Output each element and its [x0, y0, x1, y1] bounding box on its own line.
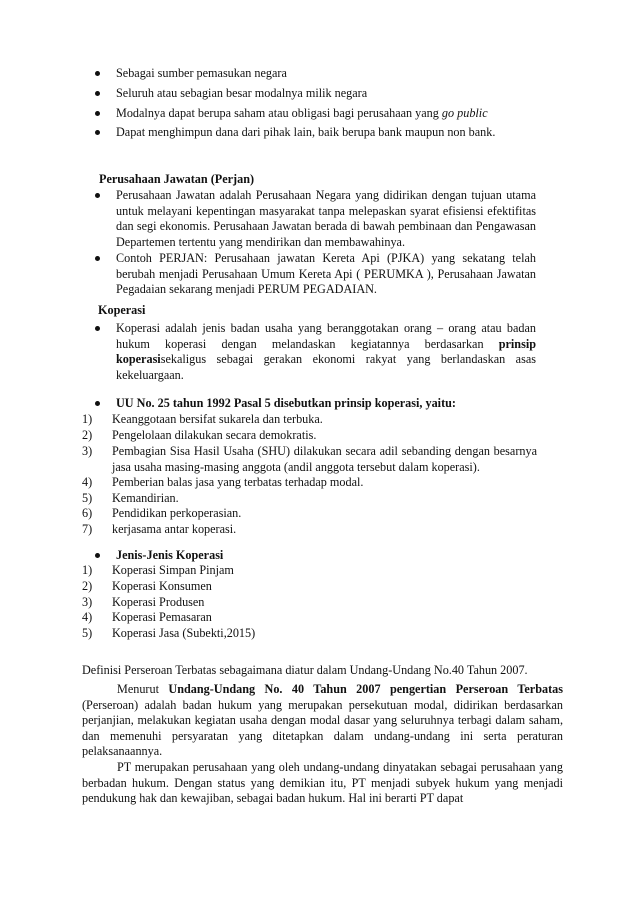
numbered-item	[82, 506, 537, 522]
bullet-text: Koperasi adalah jenis badan usaha yang beranggotakan orang – orang atau badan hukum koperasi dengan melandaskan kegiatannya berdasarkan prinsip koperasisekaligus sebagai gerakan ekonomi rakyat yang berlandaskan asas kekeluargaan.	[116, 321, 536, 382]
list-item	[95, 321, 536, 383]
list-item	[95, 548, 535, 564]
bullet-text: Seluruh atau sebagian besar modalnya milik negara	[116, 86, 368, 100]
bullet-text: Modalnya dapat berupa saham atau obligasi bagi perusahaan yang go public	[116, 106, 488, 120]
bullet-icon	[95, 91, 100, 96]
bold-term: Undang-Undang No. 40 Tahun 2007 pengertian Perseroan Terbatas	[168, 682, 563, 696]
bullet-icon	[95, 256, 100, 261]
item-text: Keanggotaan bersifat sukarela dan terbuka.	[112, 412, 323, 426]
bullet-icon	[95, 326, 100, 331]
section-heading-koperasi: Koperasi	[98, 303, 146, 317]
item-number: 3)	[82, 444, 93, 458]
bullet-icon	[95, 71, 100, 76]
bullet-text: Perusahaan Jawatan adalah Perusahaan Negara yang didirikan dengan tujuan utama untuk melayani kepentingan masyarakat tanpa melepaskan syarat efisiensi efektifitas dan segi ekonomis. Perusahaan Jawatan berada di bawah pembinaan dan Pengawasan Departemen tertentu yang mendirikan dan membawahinya.	[116, 188, 536, 249]
list-item	[95, 125, 535, 141]
bullet-icon	[95, 130, 100, 135]
item-text: Pembagian Sisa Hasil Usaha (SHU) dilakukan secara adil sebanding dengan besarnya jasa usaha masing-masing anggota (andil anggota tersebut dalam koperasi).	[112, 444, 537, 474]
numbered-item	[82, 563, 537, 579]
list-item	[95, 66, 535, 82]
item-text: Koperasi Jasa (Subekti,2015)	[112, 626, 256, 640]
item-number: 4)	[82, 475, 93, 489]
item-number: 2)	[82, 428, 93, 442]
bullet-icon	[95, 401, 100, 406]
numbered-item	[82, 595, 537, 611]
numbered-item	[82, 522, 537, 538]
item-number: 1)	[82, 563, 93, 577]
item-text: Kemandirian.	[112, 491, 179, 505]
numbered-item	[82, 444, 537, 475]
item-text: Koperasi Konsumen	[112, 579, 212, 593]
paragraph-pt-status: PT merupakan perusahaan yang oleh undang-undang dinyatakan sebagai perusahaan yang berbadan hukum. Dengan status yang demikian itu, PT menjadi subyek hukum yang menjadi pendukung hak dan kewajiban, sebagai badan hukum. Hal ini berarti PT dapat	[82, 760, 563, 806]
item-number: 5)	[82, 491, 93, 505]
item-text: Koperasi Produsen	[112, 595, 205, 609]
item-text: Pemberian balas jasa yang terbatas terhadap modal.	[112, 475, 364, 489]
numbered-item	[82, 428, 537, 444]
list-item	[95, 86, 535, 102]
item-text: kerjasama antar koperasi.	[112, 522, 237, 536]
list-item	[95, 106, 535, 122]
bullet-icon	[95, 111, 100, 116]
bold-term: prinsip koperasi	[116, 336, 536, 367]
bullet-text: Sebagai sumber pemasukan negara	[116, 66, 287, 80]
numbered-item	[82, 626, 537, 642]
bullet-text: Dapat menghimpun dana dari pihak lain, baik berupa bank maupun non bank.	[116, 125, 496, 139]
italic-term: go public	[441, 106, 488, 120]
paragraph-pt-definition: Menurut Undang-Undang No. 40 Tahun 2007 pengertian Perseroan Terbatas (Perseroan) adalah badan hukum yang merupakan persekutuan modal, didirikan berdasarkan perjanjian, melakukan kegiatan usaha dengan modal dasar yang seluruhnya terbagi dalam saham, dan memenuhi persyaratan yang ditetapkan dalam undang-undang ini serta peraturan pelaksanaannya.	[82, 682, 563, 759]
item-number: 3)	[82, 595, 93, 609]
item-text: Koperasi Pemasaran	[112, 610, 212, 624]
item-number: 6)	[82, 506, 93, 520]
bullet-icon	[95, 193, 100, 198]
bullet-icon	[95, 553, 100, 558]
numbered-item	[82, 610, 537, 626]
item-number: 7)	[82, 522, 93, 536]
bullet-text: Jenis-Jenis Koperasi	[116, 548, 224, 562]
item-text: Koperasi Simpan Pinjam	[112, 563, 234, 577]
item-number: 5)	[82, 626, 93, 640]
section-heading-perjan: Perusahaan Jawatan (Perjan)	[99, 172, 255, 186]
numbered-item	[82, 475, 537, 491]
item-text: Pendidikan perkoperasian.	[112, 506, 242, 520]
pt-definition-line: Definisi Perseroan Terbatas sebagaimana diatur dalam Undang-Undang No.40 Tahun 2007.	[82, 663, 528, 677]
item-text: Pengelolaan dilakukan secara demokratis.	[112, 428, 317, 442]
item-number: 4)	[82, 610, 93, 624]
numbered-item	[82, 491, 537, 507]
list-item	[95, 396, 535, 412]
numbered-item	[82, 579, 537, 595]
list-item	[95, 188, 536, 250]
item-number: 2)	[82, 579, 93, 593]
bullet-text: Contoh PERJAN: Perusahaan jawatan Kereta Api (PJKA) yang sekatang telah berubah menjadi Perusahaan Umum Kereta Api ( PERUMKA ), Perusahaan Jawatan Pegadaian sekarang menjadi PERUM PEGADAIAN.	[116, 251, 536, 297]
numbered-item	[82, 412, 537, 428]
bullet-text: UU No. 25 tahun 1992 Pasal 5 disebutkan prinsip koperasi, yaitu:	[116, 396, 456, 410]
list-item	[95, 251, 536, 298]
item-number: 1)	[82, 412, 93, 426]
